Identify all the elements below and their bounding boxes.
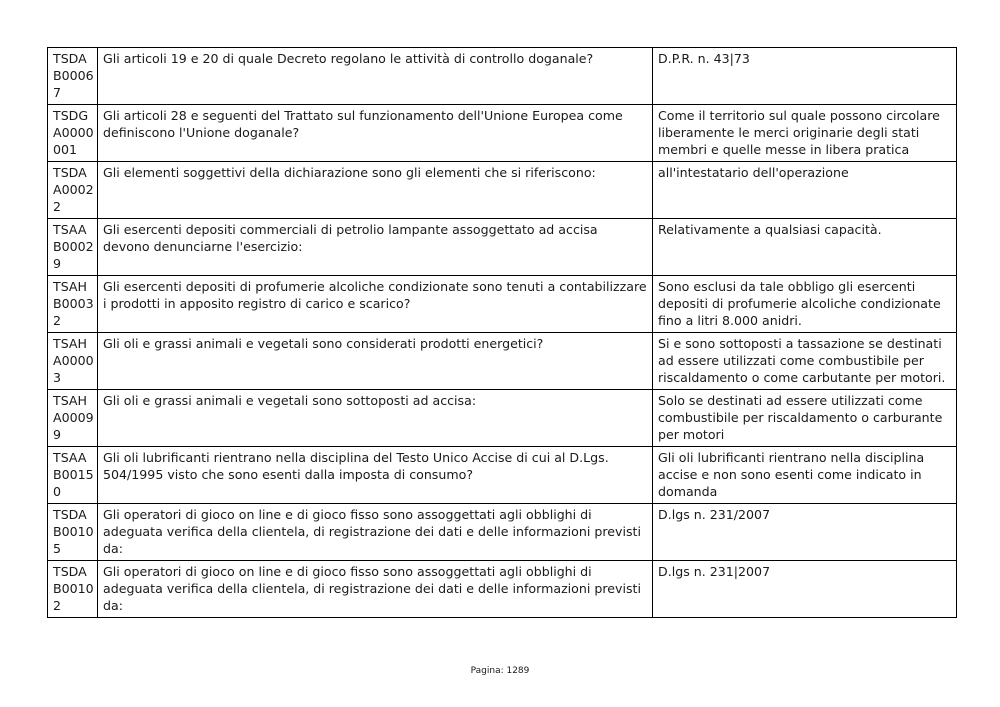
question-text: Gli oli e grassi animali e vegetali sono considerati prodotti energetici? [98, 333, 653, 390]
page-number: Pagina: 1289 [470, 666, 530, 676]
question-text: Gli operatori di gioco on line e di gioco fisso sono assoggettati agli obblighi di adeguata verifica della clientela, di registrazione dei dati e delle informazioni previsti da: [98, 504, 653, 561]
question-text: Gli operatori di gioco on line e di gioco fisso sono assoggettati agli obblighi di adeguata verifica della clientela, di registrazione dei dati e delle informazioni previsti da: [98, 561, 653, 618]
question-text: Gli oli e grassi animali e vegetali sono sottoposti ad accisa: [98, 390, 653, 447]
table-row [48, 219, 957, 276]
table-row [48, 48, 957, 105]
table-row [48, 390, 957, 447]
table-row [48, 333, 957, 390]
table-row [48, 504, 957, 561]
question-code: TSAA B00029 [48, 219, 98, 276]
question-table [47, 47, 957, 618]
question-text: Gli esercenti depositi commerciali di petrolio lampante assoggettato ad accisa devono denunciarne l'esercizio: [98, 219, 653, 276]
table-row [48, 447, 957, 504]
document-page [47, 47, 957, 618]
answer-text: Si e sono sottoposti a tassazione se destinati ad essere utilizzati come combustibile per riscaldamento o come carbutante per motori. [653, 333, 957, 390]
answer-text: Sono esclusi da tale obbligo gli esercenti depositi di profumerie alcoliche condizionate fino a litri 8.000 anidri. [653, 276, 957, 333]
question-text: Gli oli lubrificanti rientrano nella disciplina del Testo Unico Accise di cui al D.Lgs. 504/1995 visto che sono esenti dalla imposta di consumo? [98, 447, 653, 504]
answer-text: all'intestatario dell'operazione [653, 162, 957, 219]
question-code: TSAH B00032 [48, 276, 98, 333]
table-row [48, 162, 957, 219]
answer-text: Relativamente a qualsiasi capacità. [653, 219, 957, 276]
answer-text: Solo se destinati ad essere utilizzati come combustibile per riscaldamento o carburante per motori [653, 390, 957, 447]
question-code: TSAA B00150 [48, 447, 98, 504]
answer-text: D.lgs n. 231/2007 [653, 504, 957, 561]
answer-text: Gli oli lubrificanti rientrano nella disciplina accise e non sono esenti come indicato in domanda [653, 447, 957, 504]
question-code: TSDA B00105 [48, 504, 98, 561]
answer-text: D.P.R. n. 43|73 [653, 48, 957, 105]
question-code: TSAH A00099 [48, 390, 98, 447]
question-text: Gli articoli 19 e 20 di quale Decreto regolano le attività di controllo doganale? [98, 48, 653, 105]
table-row [48, 105, 957, 162]
question-text: Gli articoli 28 e seguenti del Trattato sul funzionamento dell'Unione Europea come definiscono l'Unione doganale? [98, 105, 653, 162]
question-code: TSDA B00067 [48, 48, 98, 105]
question-code: TSDA A00022 [48, 162, 98, 219]
answer-text: Come il territorio sul quale possono circolare liberamente le merci originarie degli stati membri e quelle messe in libera pratica [653, 105, 957, 162]
question-text: Gli esercenti depositi di profumerie alcoliche condizionate sono tenuti a contabilizzare i prodotti in apposito registro di carico e scarico? [98, 276, 653, 333]
question-code: TSDG A0000001 [48, 105, 98, 162]
question-code: TSDA B00102 [48, 561, 98, 618]
question-code: TSAH A00003 [48, 333, 98, 390]
table-row [48, 276, 957, 333]
table-row [48, 561, 957, 618]
answer-text: D.lgs n. 231|2007 [653, 561, 957, 618]
question-text: Gli elementi soggettivi della dichiarazione sono gli elementi che si riferiscono: [98, 162, 653, 219]
